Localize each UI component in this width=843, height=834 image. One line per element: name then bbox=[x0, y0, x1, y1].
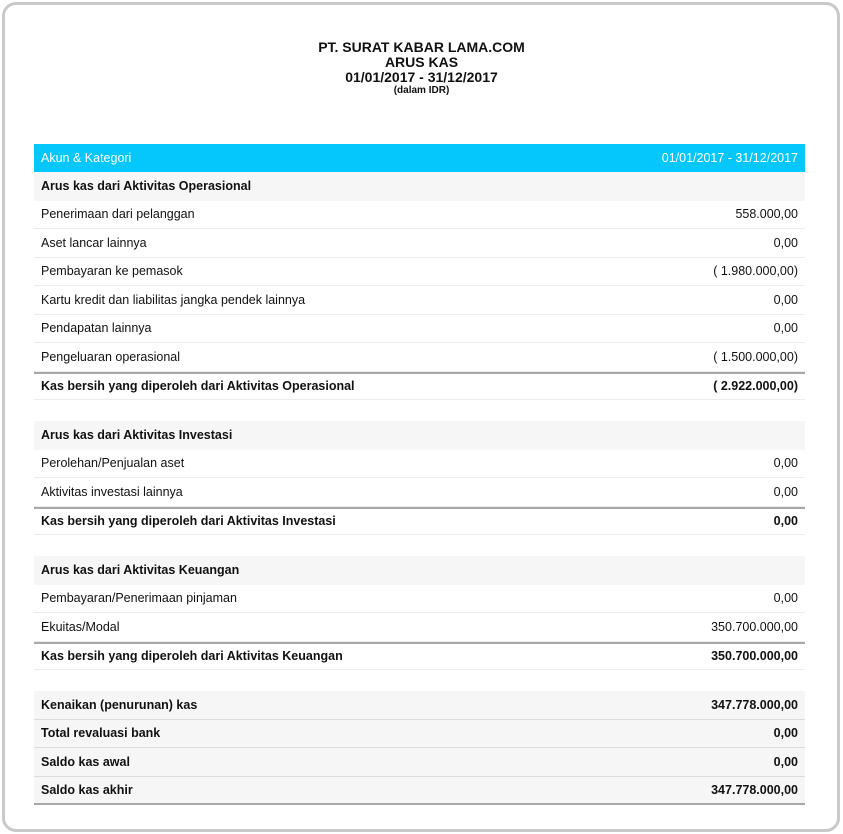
row-value: 347.778.000,00 bbox=[711, 782, 798, 797]
table-row bbox=[34, 315, 805, 344]
row-label: Kas bersih yang diperoleh dari Aktivitas Keuangan bbox=[41, 649, 343, 664]
report-title bbox=[0, 40, 843, 97]
row-value: 0,00 bbox=[773, 591, 798, 606]
currency-note: (dalam IDR) bbox=[393, 85, 450, 96]
table-row bbox=[34, 258, 805, 287]
row-value: 0,00 bbox=[773, 292, 798, 307]
section-header bbox=[34, 421, 805, 450]
row-label: Aset lancar lainnya bbox=[41, 235, 147, 250]
row-label: Perolehan/Penjualan aset bbox=[41, 456, 185, 471]
table-row bbox=[34, 478, 805, 507]
table-row bbox=[34, 450, 805, 479]
row-label: Saldo kas awal bbox=[41, 754, 130, 769]
column-account: Akun & Kategori bbox=[41, 151, 132, 165]
table-header bbox=[34, 144, 805, 172]
row-label: Pembayaran/Penerimaan pinjaman bbox=[41, 591, 237, 606]
row-value: 0,00 bbox=[773, 484, 798, 499]
row-label: Kartu kredit dan liabilitas jangka pendek lainnya bbox=[41, 292, 306, 307]
row-value: 558.000,00 bbox=[735, 207, 798, 222]
section-total-row bbox=[34, 372, 805, 401]
section-total-row bbox=[34, 507, 805, 536]
row-value: 347.778.000,00 bbox=[711, 697, 798, 712]
row-label: Ekuitas/Modal bbox=[41, 619, 120, 634]
section-spacer bbox=[34, 400, 805, 421]
section-spacer bbox=[34, 535, 805, 556]
row-label: Kenaikan (penurunan) kas bbox=[41, 697, 198, 712]
table-row bbox=[34, 229, 805, 258]
row-label: Aktivitas investasi lainnya bbox=[41, 484, 183, 499]
row-label: Arus kas dari Aktivitas Operasional bbox=[41, 179, 252, 194]
row-label: Arus kas dari Aktivitas Keuangan bbox=[41, 563, 240, 578]
section-header bbox=[34, 172, 805, 201]
cash-flow-table bbox=[34, 144, 805, 805]
row-value: 0,00 bbox=[773, 514, 798, 529]
table-row bbox=[34, 343, 805, 372]
section-total-row bbox=[34, 642, 805, 671]
report-period: 01/01/2017 - 31/12/2017 bbox=[345, 69, 498, 85]
row-value: ( 2.922.000,00) bbox=[713, 379, 798, 394]
report-name: ARUS KAS bbox=[384, 54, 459, 70]
row-label: Pembayaran ke pemasok bbox=[41, 264, 183, 279]
table-row bbox=[34, 201, 805, 230]
row-value: ( 1.500.000,00) bbox=[713, 349, 798, 364]
section-header bbox=[34, 556, 805, 585]
column-period: 01/01/2017 - 31/12/2017 bbox=[661, 151, 798, 165]
row-value: ( 1.980.000,00) bbox=[713, 264, 798, 279]
summary-row bbox=[34, 748, 805, 777]
row-value: 350.700.000,00 bbox=[711, 649, 798, 664]
table-row bbox=[34, 585, 805, 614]
row-label: Pendapatan lainnya bbox=[41, 321, 152, 336]
row-value: 0,00 bbox=[773, 754, 798, 769]
row-label: Total revaluasi bank bbox=[41, 726, 161, 741]
row-label: Kas bersih yang diperoleh dari Aktivitas Operasional bbox=[41, 379, 355, 394]
row-value: 0,00 bbox=[773, 456, 798, 471]
summary-row bbox=[34, 691, 805, 720]
row-value: 350.700.000,00 bbox=[711, 619, 798, 634]
summary-row bbox=[34, 777, 805, 806]
company-name: PT. SURAT KABAR LAMA.COM bbox=[318, 39, 525, 55]
table-row bbox=[34, 613, 805, 642]
row-value: 0,00 bbox=[773, 235, 798, 250]
row-label: Penerimaan dari pelanggan bbox=[41, 207, 195, 222]
row-label: Arus kas dari Aktivitas Investasi bbox=[41, 428, 233, 443]
row-value: 0,00 bbox=[773, 321, 798, 336]
table-row bbox=[34, 286, 805, 315]
row-label: Pengeluaran operasional bbox=[41, 349, 180, 364]
row-value: 0,00 bbox=[773, 726, 798, 741]
summary-row bbox=[34, 720, 805, 749]
row-label: Saldo kas akhir bbox=[41, 782, 133, 797]
row-label: Kas bersih yang diperoleh dari Aktivitas Investasi bbox=[41, 514, 336, 529]
section-spacer bbox=[34, 670, 805, 691]
